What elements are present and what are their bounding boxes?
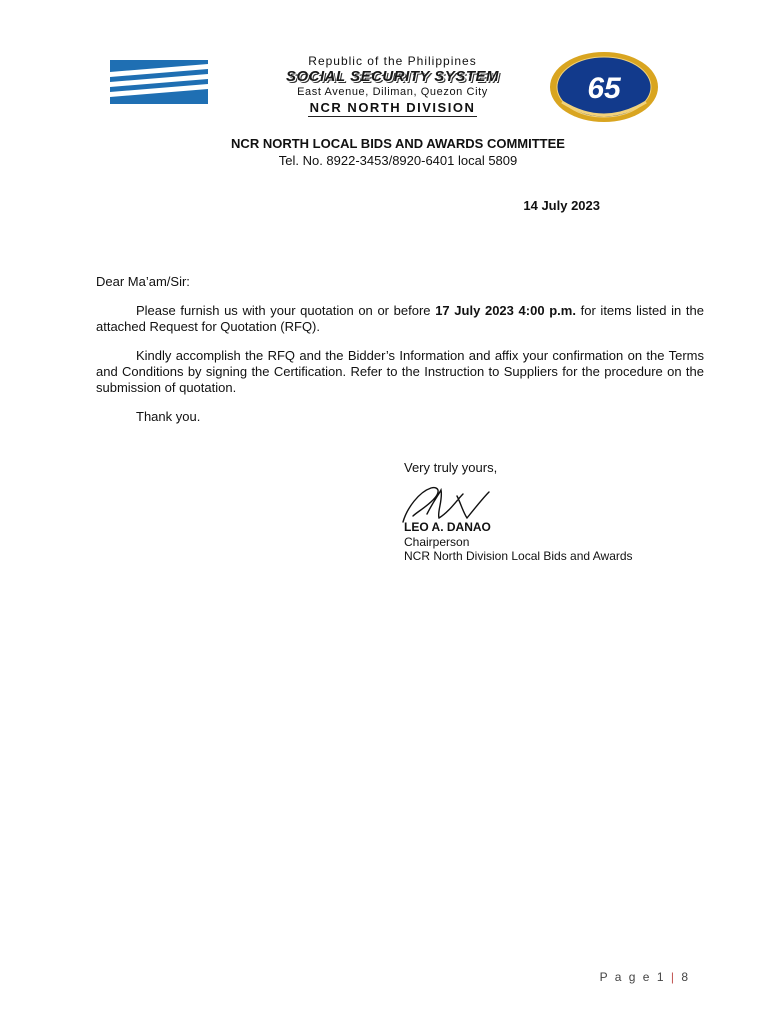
paragraph-deadline (96, 303, 704, 335)
signer-organization: NCR North Division Local Bids and Awards (404, 549, 633, 563)
salutation: Dear Ma’am/Sir: (96, 274, 190, 289)
sss-logo-icon (110, 60, 208, 104)
thank-you: Thank you. (136, 409, 201, 424)
agency-name: SOCIAL SECURITY SYSTEM (286, 68, 499, 85)
page-word: P a g e (599, 970, 652, 984)
signer-title: Chairperson (404, 535, 470, 549)
signer-name: LEO A. DANAO (404, 520, 491, 534)
deadline-datetime: 17 July 2023 4:00 p.m. (435, 303, 576, 318)
letter-date: 14 July 2023 (523, 198, 600, 213)
closing: Very truly yours, (404, 460, 498, 475)
division-name: NCR NORTH DIVISION (309, 100, 476, 115)
page-footer (560, 970, 690, 984)
committee-telephone: Tel. No. 8922-3453/8920-6401 local 5809 (278, 153, 518, 168)
page-separator: | (670, 970, 676, 984)
page-number: 1 (656, 970, 666, 984)
total-pages: 8 (681, 970, 690, 984)
anniversary-seal-icon (548, 50, 660, 124)
republic-line: Republic of the Philippines (308, 54, 477, 68)
agency-address: East Avenue, Diliman, Quezon City (297, 86, 488, 98)
paragraph-deadline-start: Please furnish us with your quotation on or before (136, 303, 436, 318)
paragraph-deadline-end: for items listed in the attached Request for Quotation (RFQ). (96, 303, 704, 334)
paragraph-instructions: Kindly accomplish the RFQ and the Bidder’s Information and affix your confirmation on the Terms and Conditions by signing the Certification. Refer to the Instruction to Suppliers for the procedure on the submission of quotation. (96, 348, 704, 395)
letterhead (270, 54, 515, 117)
committee-name: NCR NORTH LOCAL BIDS AND AWARDS COMMITTEE (231, 136, 565, 151)
anniversary-number: 65 (587, 72, 621, 105)
